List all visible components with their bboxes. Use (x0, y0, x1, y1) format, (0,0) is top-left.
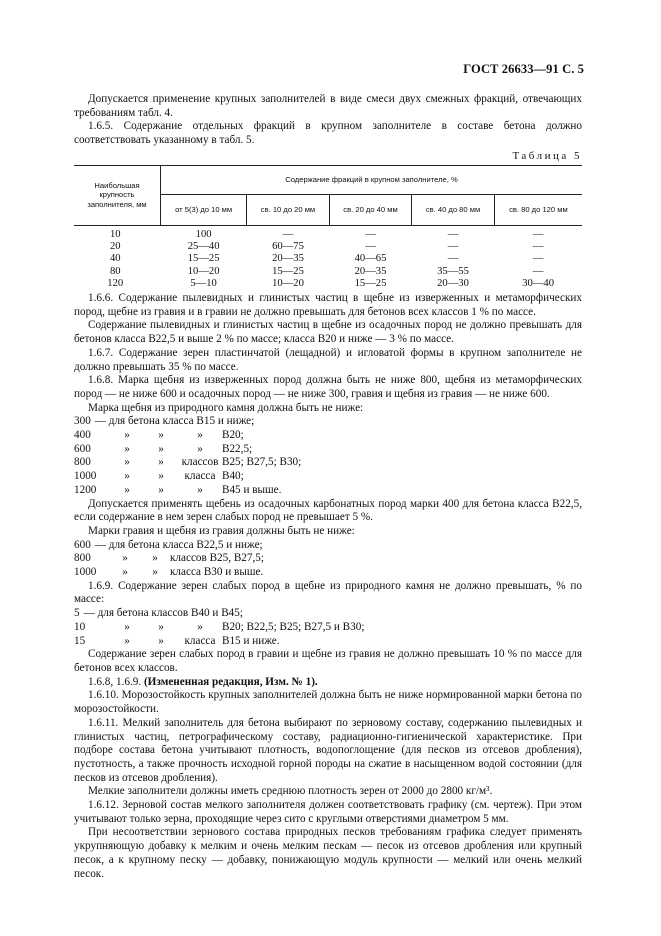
grade-text: — для бетона класса В15 и ниже; (94, 415, 255, 428)
table-group-header: Содержание фракций в крупном заполнителе, % (161, 165, 583, 194)
grade-line (74, 635, 582, 649)
grade-line (74, 456, 582, 470)
table-cell: — (365, 240, 376, 252)
grade-mark: 600 (74, 538, 91, 551)
table-cell-size: 10 (109, 228, 121, 240)
stone-grades-list (74, 415, 582, 497)
grade-mark: 800 (74, 456, 91, 469)
table-column-header: св. 20 до 40 мм (329, 194, 412, 225)
table-cell: 40—65 (354, 253, 387, 265)
paragraph-fraction-mix: Допускается применение крупных заполнителей в виде смеси двух смежных фракций, отвечающих требованиям табл. 4. (74, 93, 582, 119)
paragraph-1-6-11: 1.6.11. Мелкий заполнитель для бетона выбирают по зерновому составу, содержанию пылевидных и глинистых частиц, петрографическому составу, радиационно-гигиенической характеристике. При подборе состава бетона учитывают плотность, водопоглощение (для песков из отсевов дробления), пустотность, а также прочность исходной горной породы на сжатие в насыщенном водой состоянии (для песков из отсевов дробления). (74, 716, 582, 784)
table-row (74, 253, 582, 265)
table-5 (74, 165, 582, 290)
gravel-grades-intro: Марки гравия и щебня из гравия должны быть не ниже: (88, 524, 355, 537)
grade-text: класса В30 и выше. (170, 566, 264, 579)
table-cell: 5—10 (190, 277, 217, 289)
grade-d1: » (124, 634, 130, 647)
table-cell: 10—20 (187, 265, 220, 277)
paragraph-sedimentary-dust: Содержание пылевидных и глинистых частиц в щебне из осадочных пород не должно превышать для бетонов класса В22,5 и выше 2 % по массе; класса В20 и ниже — 3 % по массе. (74, 319, 582, 346)
grade-d1: » (124, 456, 130, 469)
grade-line (74, 566, 582, 580)
grade-mark: 1000 (74, 566, 97, 579)
table-cell: 100 (195, 228, 212, 240)
grade-text: В15 и ниже. (222, 634, 280, 647)
grade-d1: » (124, 483, 130, 496)
grade-mark: 1200 (74, 483, 97, 496)
amendment-text: (Измененная редакция, Изм. № 1). (143, 675, 318, 688)
table-cell: — (532, 240, 544, 252)
paragraph-1-6-7: 1.6.7. Содержание зерен пластинчатой (лещадной) и игловатой формы в крупном заполнителе не должно превышать 35 % по массе. (74, 346, 582, 373)
table-cell: 15—25 (187, 253, 220, 265)
table-cell-size: 20 (109, 240, 121, 252)
grade-line (74, 484, 582, 498)
amendment-note (74, 676, 582, 690)
grade-mark: 15 (74, 634, 86, 647)
table-caption: Таблица 5 (512, 149, 582, 162)
grade-text: классов В25, В27,5; (170, 552, 264, 565)
table-cell: 20—35 (272, 253, 304, 265)
document-body (74, 93, 582, 881)
paragraph-1-6-9: 1.6.9. Содержание зерен слабых пород в щебне из природного камня не должно превышать, % по массе: (74, 579, 582, 606)
grade-mark: 10 (74, 620, 86, 633)
grade-d2: » (158, 470, 164, 483)
grade-d3: » (197, 442, 203, 455)
paragraph-1-6-10: 1.6.10. Морозостойкость крупных заполнителей должна быть не ниже нормированной марки бетона по морозостойкости. (74, 689, 582, 716)
paragraph-1-6-5: 1.6.5. Содержание отдельных фракций в крупном заполнителе в составе бетона должно соответствовать указанному в табл. 5. (74, 120, 582, 147)
grade-mark: 5 (74, 607, 80, 620)
table-cell: — (532, 253, 544, 265)
table-cell: — (447, 240, 459, 252)
paragraph-1-6-12: 1.6.12. Зерновой состав мелкого заполнителя должен соответствовать графику (см. чертеж). При этом учитывают только зерна, проходящие через сито с круглыми отверстиями диаметром 5 мм. (74, 799, 582, 825)
paragraph-density: Мелкие заполнители должны иметь среднюю плотность зерен от 2000 до 2800 кг/м³. (88, 785, 493, 798)
grade-mark: 800 (74, 552, 91, 565)
grade-d1: » (124, 442, 130, 455)
paragraph-carbonate: Допускается применять щебень из осадочных карбонатных пород марки 400 для бетона класса В22,5, если содержание в нем зерен слабых пород не превышает 5 %. (74, 497, 582, 524)
table-cell: — (282, 228, 294, 240)
grade-d1: » (124, 470, 130, 483)
paragraph-1-6-8: 1.6.8. Марка щебня из изверженных пород должна быть не ниже 800, щебня из метаморфических пород — не ниже 600 и осадочных пород — не ниже 300, гравия и щебня из гравия — не ниже 600. (74, 374, 582, 400)
table-cell: 10—20 (272, 277, 304, 289)
table-cell-size: 80 (109, 265, 121, 277)
grade-d2: » (158, 456, 164, 469)
table-cell: — (532, 228, 544, 240)
grade-d1: » (124, 429, 130, 442)
paragraph-weak-gravel: Содержание зерен слабых пород в гравии и щебне из гравия не должно превышать 10 % по массе для бетонов всех классов. (74, 648, 582, 674)
grade-mark: 1000 (74, 470, 97, 483)
running-header: ГОСТ 26633—91 С. 5 (463, 62, 584, 76)
table-cell: 30—40 (522, 277, 555, 289)
grade-d2: » (158, 442, 164, 455)
grade-d3: классов (181, 456, 219, 469)
table-row (74, 265, 582, 277)
grade-d1: » (124, 620, 130, 633)
grade-line (74, 415, 582, 429)
table-column-header: св. 40 до 80 мм (412, 194, 495, 225)
grade-mark: 300 (74, 415, 91, 428)
table-body (74, 225, 582, 290)
grade-d3: » (197, 483, 203, 496)
stone-grades-intro: Марка щебня из природного камня должна быть не ниже: (88, 401, 364, 414)
table-row (74, 278, 582, 290)
grade-text: В20; (222, 429, 244, 442)
paragraph-1-6-6: 1.6.6. Содержание пылевидных и глинистых частиц в щебне из изверженных и метаморфических пород, щебне из гравия и в гравии не должно превышать для бетонов всех классов 1 % по массе. (74, 292, 582, 318)
grade-d3: » (197, 620, 203, 633)
table-cell-size: 40 (109, 253, 121, 265)
grade-line (74, 470, 582, 484)
grade-d3: класса (184, 470, 216, 483)
grade-d2: » (158, 429, 164, 442)
table-column-header: от 5(3) до 10 мм (161, 194, 247, 225)
amendment-ref: 1.6.8, 1.6.9. (88, 675, 142, 688)
grade-d2: » (158, 634, 164, 647)
table-cell: 35—55 (437, 265, 469, 277)
grade-line (74, 443, 582, 457)
table-row (74, 225, 582, 241)
grade-mark: 600 (74, 442, 91, 455)
gravel-grades-list (74, 539, 582, 580)
table-cell: 20—30 (437, 277, 469, 289)
grade-line (74, 621, 582, 635)
table-cell: 25—40 (187, 240, 220, 252)
grade-text: В22,5; (222, 442, 253, 455)
table-cell: — (532, 265, 544, 277)
table-cell: — (365, 228, 376, 240)
table-cell: 20—35 (354, 265, 387, 277)
table-cell: 15—25 (272, 265, 304, 277)
grade-d2: » (152, 566, 158, 579)
grade-text: В20; В22,5; В25; В27,5 и В30; (222, 620, 365, 633)
table-column-header: св. 10 до 20 мм (247, 194, 330, 225)
grade-line (74, 552, 582, 566)
grade-text: — для бетона класса В22,5 и ниже; (94, 538, 263, 551)
grade-d3: класса (184, 634, 216, 647)
table-stub-header: Наибольшая крупность заполнителя, мм (74, 165, 161, 225)
grade-d2: » (152, 552, 158, 565)
table-cell: — (447, 228, 459, 240)
grade-text: В45 и выше. (222, 483, 282, 496)
grade-d2: » (158, 620, 164, 633)
table-cell-size: 120 (107, 277, 124, 289)
grade-line (74, 429, 582, 443)
grade-text: — для бетона классов В40 и В45; (83, 607, 243, 620)
grade-d1: » (122, 566, 128, 579)
grade-text: В25; В27,5; В30; (222, 456, 302, 469)
grade-d2: » (158, 483, 164, 496)
grade-d3: » (197, 429, 203, 442)
grade-line (74, 607, 582, 621)
grade-text: В40; (222, 470, 244, 483)
table-cell: 60—75 (272, 240, 304, 252)
table-cell: 15—25 (354, 277, 387, 289)
table-row (74, 241, 582, 253)
table-cell: — (447, 253, 459, 265)
table-column-header: св. 80 до 120 мм (494, 194, 582, 225)
grade-line (74, 539, 582, 553)
weak-grades-list (74, 607, 582, 648)
grade-mark: 400 (74, 429, 91, 442)
paragraph-sand-correction: При несоответствии зернового состава природных песков требованиям графика следует применять укрупняющую добавку к мелким и очень мелким пескам — песок из отсевов дробления или крупный песок, а к крупному песку — добавку, понижающую модуль крупности — мелкий или очень мелкий песок. (74, 826, 582, 880)
grade-d1: » (122, 552, 128, 565)
